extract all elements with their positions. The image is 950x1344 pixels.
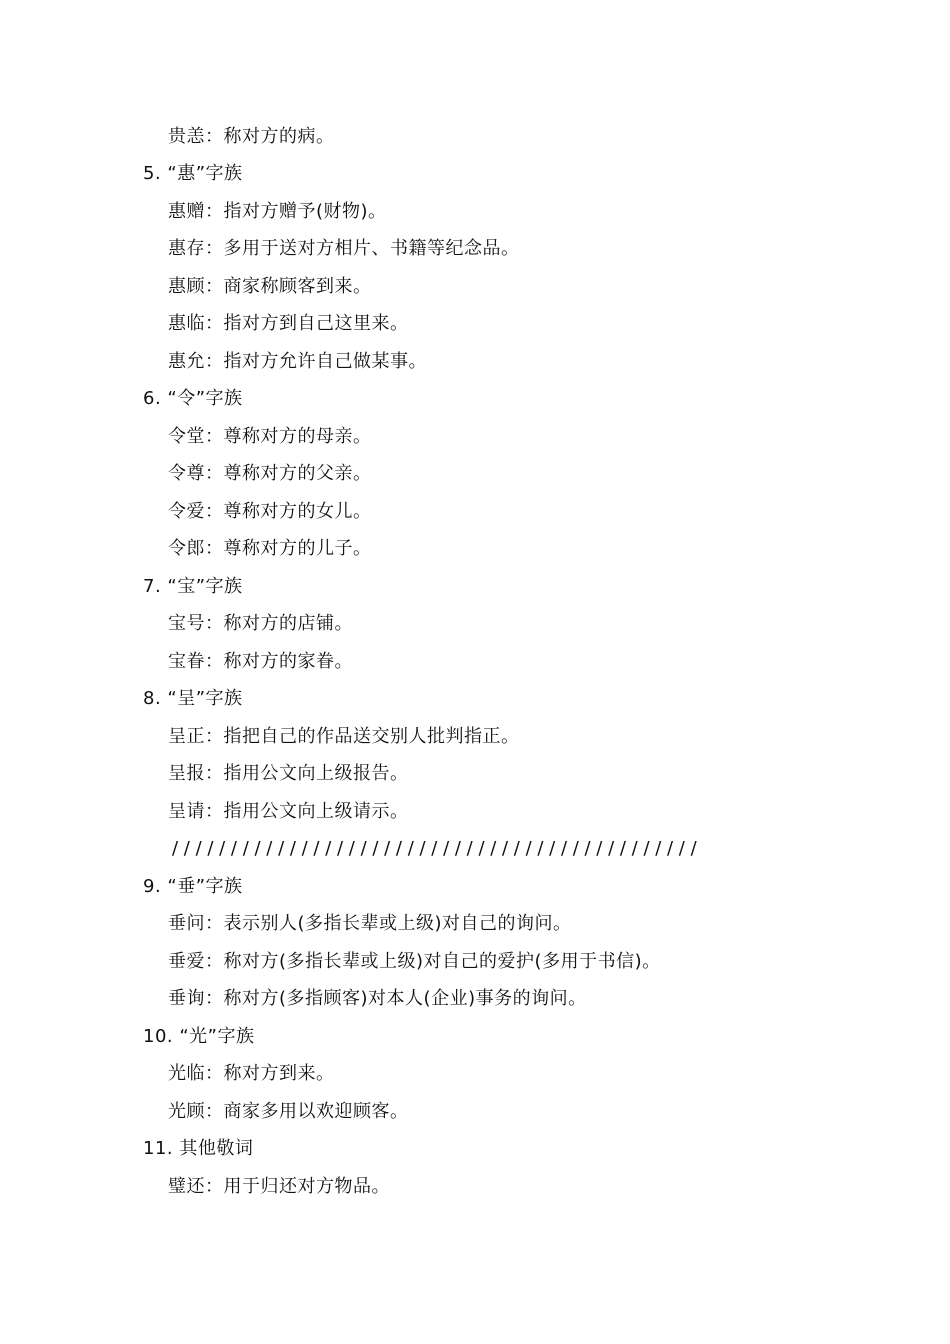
term-guanglin: 光临：称对方到来。 [168,1063,335,1084]
section-heading-ling: 6. “令”字族 [143,388,243,409]
section-heading-guang: 10. “光”字族 [143,1026,255,1047]
term-lingai: 令爱：尊称对方的女儿。 [168,501,372,522]
term-chuiai: 垂爱：称对方(多指长辈或上级)对自己的爱护(多用于书信)。 [168,951,661,972]
term-baojuan: 宝眷：称对方的家眷。 [168,651,353,672]
term-bihuan: 璧还：用于归还对方物品。 [168,1176,390,1197]
term-lingtang: 令堂：尊称对方的母亲。 [168,426,372,447]
term-guanggu: 光顾：商家多用以欢迎顾客。 [168,1101,409,1122]
term-huicun: 惠存：多用于送对方相片、书籍等纪念品。 [168,238,520,259]
term-baohao: 宝号：称对方的店铺。 [168,613,353,634]
term-huilin: 惠临：指对方到自己这里来。 [168,313,409,334]
term-guiyang: 贵恙：称对方的病。 [168,126,335,147]
section-heading-other: 11. 其他敬词 [143,1138,254,1159]
term-linglang: 令郎：尊称对方的儿子。 [168,538,372,559]
term-chengzheng: 呈正：指把自己的作品送交别人批判指正。 [168,726,520,747]
section-heading-chui: 9. “垂”字族 [143,876,243,897]
term-chuiwen: 垂问：表示别人(多指长辈或上级)对自己的询问。 [168,913,572,934]
slash-divider: / / / / / / / / / / / / / / / / / / / / / / / / / / / / / / / / / / / / / / / / / / / / / [172,838,697,859]
section-heading-hui: 5. “惠”字族 [143,163,243,184]
term-lingzun: 令尊：尊称对方的父亲。 [168,463,372,484]
term-huizeng: 惠赠：指对方赠予(财物)。 [168,201,387,222]
term-huiyun: 惠允：指对方允许自己做某事。 [168,351,427,372]
term-chuixun: 垂询：称对方(多指顾客)对本人(企业)事务的询问。 [168,988,587,1009]
term-chengbao: 呈报：指用公文向上级报告。 [168,763,409,784]
term-chengqing: 呈请：指用公文向上级请示。 [168,801,409,822]
section-heading-cheng: 8. “呈”字族 [143,688,243,709]
section-heading-bao: 7. “宝”字族 [143,576,243,597]
term-huigu: 惠顾：商家称顾客到来。 [168,276,372,297]
